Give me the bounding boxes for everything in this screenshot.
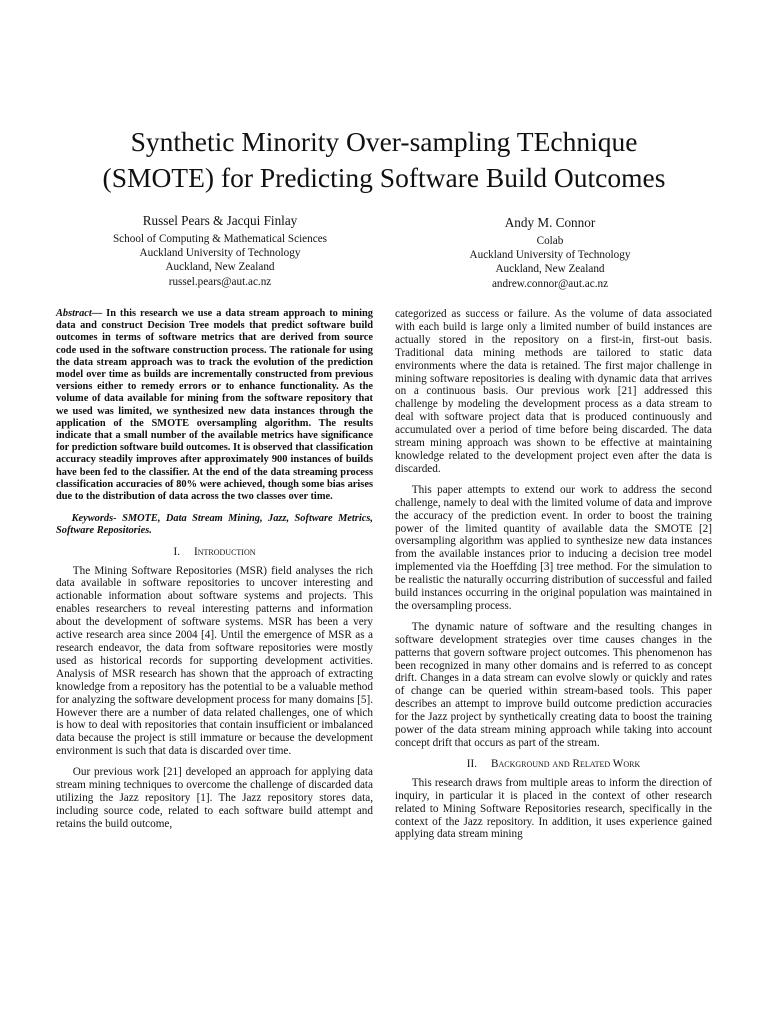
- author-email: russel.pears@aut.ac.nz: [168, 275, 272, 288]
- author-name: Andy M. Connor: [504, 215, 596, 230]
- section-heading-background: [395, 758, 712, 771]
- paper-title: [40, 124, 728, 196]
- body-paragraph: categorized as success or failure. As the volume of data associated with each build is large only a limited number of build instances are actually stored in the repository on a first-in, first-out basis. Traditional data mining methods are tailored to static data environments where the data is retained. The first major challenge in mining software repositories is dealing with dynamic data that arrives on a continuous basis. Our previous work [21] addressed this challenge by modeling the development process as a data stream to deal with software project data that is produced continuously and accumulated over a period of time before being discarded. The data stream mining approach was shown to be effective at maintaining knowledge related to the development project even after the data is discarded.: [395, 308, 712, 475]
- author-block-1: [60, 212, 380, 289]
- body-paragraph: The dynamic nature of software and the resulting changes in software development strategies over time causes changes in the patterns that govern software project outcomes. This phenomenon has been recognized in many other domains and is referred to as concept drift. Changes in a data stream can evolve slowly or quickly and rates of change can be queried within stream-based tools. This paper describes an attempt to improve build outcome prediction accuracies for the Jazz project by synthetically creating data to boost the training power of the data stream mining approach while taking into account concept drift that occurs as part of the stream.: [395, 620, 712, 749]
- body-paragraph: This research draws from multiple areas to inform the direction of inquiry, in particular it is placed in the context of other research related to Mining Software Repositories research, specifically in the context of the Jazz repository. In addition, it uses experience gained applying data stream mining: [395, 776, 712, 841]
- author-affiliation: Auckland University of Technology: [469, 249, 631, 262]
- title-line-2: (SMOTE) for Predicting Software Build Outcomes: [102, 162, 666, 194]
- author-affiliation: School of Computing & Mathematical Sciences: [112, 233, 328, 245]
- author-name: Russel Pears & Jacqui Finlay: [142, 213, 298, 228]
- abstract-label: Abstract: [56, 308, 92, 319]
- body-paragraph: The Mining Software Repositories (MSR) field analyses the rich data available in software repositories to uncover interesting and actionable information about software systems and projects. This enables researchers to reveal interesting patterns and information about the development of software systems. MSR has been a very active research area since 2004 [4]. Until the emergence of MSR as a research endeavor, the data from software repositories were mostly used as historical records for supporting development activities. Analysis of MSR research has shown that the approach of extracting knowledge from a repository has the potential to be a valuable method for analyzing the software development process for many domains [5]. However there are a number of data related challenges, one of which is how to deal with repositories that contain insufficient or imbalanced data because the project is still immature or because the development environment is such that data is discarded over time.: [56, 564, 373, 758]
- section-title: Introduction: [194, 545, 256, 558]
- section-number: I.: [173, 545, 181, 558]
- title-line-1: Synthetic Minority Over-sampling TEchnique: [130, 126, 638, 158]
- author-location: Auckland, New Zealand: [495, 263, 605, 276]
- author-affiliation: Colab: [536, 235, 564, 247]
- section-heading-introduction: [56, 546, 373, 559]
- abstract-text: — In this research we use a data stream approach to mining data and construct Decision Tree models that predict software build outcomes in terms of software metrics that are derived from source code used in the software construction process. The rationale for using the data stream approach was to track the evolution of the prediction model over time as builds are incrementally constructed from previous versions either to remedy errors or to enhance functionality. As the volume of data available for mining from the software repository that we used was limited, we synthesized new data instances through the application of the SMOTE oversampling algorithm. The results indicate that a small number of the available metrics have significance for prediction software build outcomes. It is observed that classification accuracy steadily improves after approximately 900 instances of builds have been fed to the classifier. At the end of the data streaming process classification accuracies of 80% were achieved, though some bias arises due to the distribution of data across the two classes over time.: [56, 308, 373, 503]
- abstract: [56, 308, 373, 503]
- section-number: II.: [466, 757, 477, 770]
- author-location: Auckland, New Zealand: [165, 261, 275, 274]
- body-paragraph: Our previous work [21] developed an approach for applying data stream mining techniques to overcome the challenge of discarded data utilizing the Jazz repository [1]. The Jazz repository stores data, including source code, related to each software build attempt and retains the build outcome,: [56, 766, 373, 830]
- author-affiliation: Auckland University of Technology: [139, 247, 301, 260]
- section-title: Background and Related Work: [491, 757, 641, 770]
- author-email: andrew.connor@aut.ac.nz: [491, 277, 609, 290]
- body-paragraph: This paper attempts to extend our work to address the second challenge, namely to deal with the limited volume of data and improve the accuracy of the prediction event. In order to boost the training power of the limited quantity of available data the SMOTE [2] oversampling algorithm was applied to synthesize new data instances from the available instances prior to inducing a decision tree model implemented via the Hoeffding [3] tree method. For the simulation to be realistic the naturally occurring distribution of successful and failed build instances occurring in the original population was maintained in the oversampling process.: [395, 483, 712, 612]
- right-column: [395, 308, 712, 849]
- keywords: Keywords- SMOTE, Data Stream Mining, Jazz, Software Metrics, Software Repositories.: [56, 513, 373, 537]
- left-column: [56, 308, 373, 839]
- author-block-2: [390, 214, 710, 291]
